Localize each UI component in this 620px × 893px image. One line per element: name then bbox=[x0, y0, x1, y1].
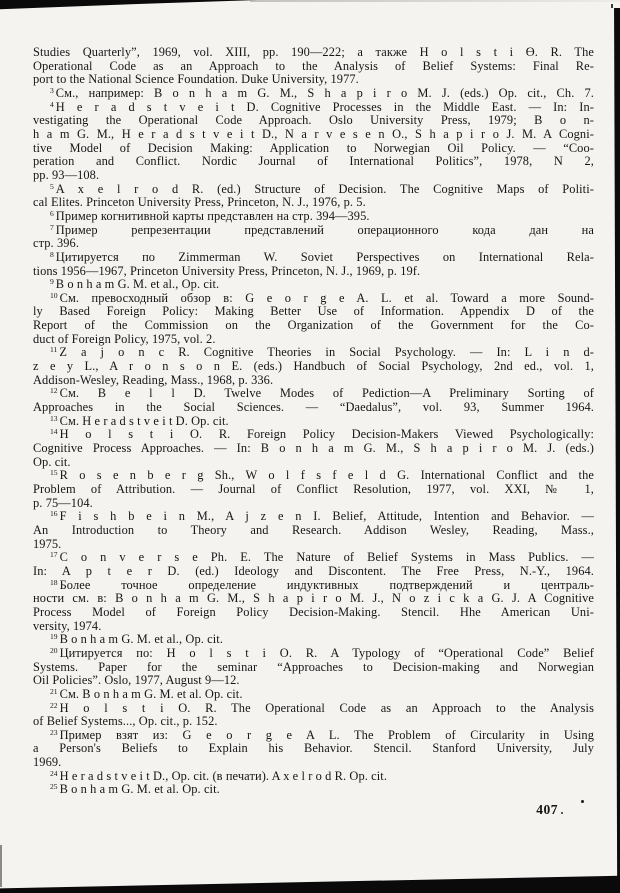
text-line: $^{14}$ H o l s t i O. R. Foreign Policy Decision-Makers Viewed Psychologically: bbox=[50, 427, 594, 442]
text-line: h a m G. M., H e r a d s t v e i t D., N a r v e s e n O., S h a p i r o J. M. A Cogni- bbox=[33, 126, 594, 141]
text-line: Systems. Paper for the seminar “Approaches to Decision-making and Norwegian bbox=[33, 659, 594, 674]
text-line: Cognitive Process Approaches. — In: B o n h a m G. M., S h a p i r o M. J. (eds.) bbox=[33, 441, 594, 456]
text-line: $^{20}$ Цитируется по: H o l s t i O. R. A Typology of “Operational Code” Belief bbox=[50, 645, 594, 660]
text-line: Op. cit. bbox=[33, 454, 71, 469]
text-line: Process Model of Foreign Policy Decision-Making. Stencil. Hhe American Uni- bbox=[33, 604, 594, 619]
footnote-marker: 11 bbox=[50, 345, 58, 355]
footnote-marker: 13 bbox=[50, 413, 58, 423]
text-line: 1969. bbox=[33, 755, 62, 770]
text-line: z e y L., A r o n s o n E. (eds.) Handbuch of Social Psychology, 2nd ed., vol. 1, bbox=[33, 359, 594, 374]
text-line: $^3$ См., например: B o n h a m G. M., S h a p i r o M. J. (eds.) Op. cit., Ch. 7. bbox=[50, 85, 594, 100]
text-line: p. 75—104. bbox=[33, 495, 93, 510]
footnote-marker: 9 bbox=[50, 277, 54, 287]
text-line: tions 1956—1967, Princeton University Press, Princeton, N. J., 1969, p. 19f. bbox=[33, 263, 421, 278]
text-line: $^{16}$ F i s h b e i n M., A j z e n I. Belief, Attitude, Intention and Behavior. — bbox=[50, 509, 594, 524]
text-line: $^{22}$ H o l s t i O. R. The Operational Code as an Approach to the Analysis bbox=[50, 700, 594, 715]
text-line: $^8$ Цитируется по Zimmerman W. Soviet Perspectives on International Rela- bbox=[50, 249, 594, 264]
footnote-marker: 24 bbox=[50, 768, 58, 778]
text-line: port to the National Science Foundation. Duke University, 1977. bbox=[33, 72, 359, 87]
text-line: $^{21}$ См. B o n h a m G. M. et al. Op. cit. bbox=[50, 686, 243, 701]
footnote-marker: 19 bbox=[50, 632, 58, 642]
text-line: $^6$ Пример когнитивной карты представлен на стр. 394—395. bbox=[50, 208, 370, 223]
text-line: $^7$ Пример репрезентации представлений операционного кода дан на bbox=[50, 222, 594, 237]
footnote-marker: 5 bbox=[50, 181, 54, 191]
footnote-marker: 8 bbox=[50, 249, 54, 259]
text-line: peration and Conflict. Nordic Journal of International Politics”, 1978, N 2, bbox=[33, 154, 594, 169]
footnotes-text-block bbox=[33, 46, 594, 797]
footnote-marker: 25 bbox=[50, 782, 58, 792]
footnote-marker: 18 bbox=[50, 577, 58, 587]
text-line: cal Elites. Princeton University Press, Princeton, N. J., 1976, p. 5. bbox=[33, 195, 366, 210]
text-line: $^5$ A x e l r o d R. (ed.) Structure of Decision. The Cognitive Maps of Politi- bbox=[50, 181, 594, 196]
footnote-marker: 22 bbox=[50, 700, 58, 710]
text-line: $^{12}$ См. B e l l D. Twelve Modes of Pediction—A Preliminary Sorting of bbox=[50, 386, 594, 401]
text-line: $^{23}$ Пример взят из: G e o r g e A L. The Problem of Circularity in Using bbox=[50, 727, 594, 742]
text-line: Oil Policies”. Oslo, 1977, August 9—12. bbox=[33, 673, 240, 688]
footnote-marker: 15 bbox=[50, 468, 58, 478]
scan-artifact-tick bbox=[611, 4, 613, 8]
footnote-marker: 4 bbox=[50, 99, 54, 109]
footnote-marker: 12 bbox=[50, 386, 58, 396]
footnote-marker: 14 bbox=[50, 427, 58, 437]
text-line: tive Model of Decision Making: Application to Norwegian Oil Policy. — “Coo- bbox=[33, 140, 594, 155]
text-line: ности см. в: B o n h a m G. M., S h a p i r o M. J., N o z i c k a G. J. A Cognitive bbox=[33, 591, 594, 606]
footnote-marker: 21 bbox=[50, 686, 58, 696]
page-number: 407 bbox=[536, 802, 558, 817]
footnote-marker: 7 bbox=[50, 222, 54, 232]
text-line: ly Based Foreign Policy: Making Better Use of Information. Appendix D of the bbox=[33, 304, 594, 319]
text-line: pp. 93—108. bbox=[33, 167, 100, 182]
text-line: Studies Quarterly”, 1969, vol. XIII, pp. 190—222; а также H o l s t i Ө. R. The bbox=[33, 45, 594, 59]
text-line: $^9$ B o n h a m G. M. et al., Op. cit. bbox=[50, 277, 220, 292]
scan-artifact-dot bbox=[561, 812, 563, 814]
text-line: стр. 396. bbox=[33, 236, 80, 251]
text-line: 1975. bbox=[33, 536, 62, 551]
footnote-marker: 17 bbox=[50, 550, 58, 560]
text-line: $^{18}$ Более точное определение индуктивных подтверждений и централь- bbox=[50, 577, 594, 592]
text-line: Approaches in the Social Sciences. — “Daedalus”, vol. 93, Summer 1964. bbox=[33, 400, 594, 415]
scan-artifact-right-band bbox=[613, 8, 620, 893]
text-line: $^{25}$ B o n h a m G. M. et al. Op. cit. bbox=[50, 782, 220, 797]
text-line: Problem of Attribution. — Journal of Conflict Resolution, 1977, vol. XXI, № 1, bbox=[33, 482, 594, 496]
text-line: An Introduction to Theory and Research. Addison Wesley, Reading, Mass., bbox=[33, 522, 594, 537]
text-line: Operational Code as an Approach to the Analysis of Belief Systems: Final Re- bbox=[33, 58, 594, 73]
text-line: $^{11}$ Z a j o n c R. Cognitive Theories in Social Psychology. — In: L i n d- bbox=[50, 345, 594, 360]
footnote-marker: 20 bbox=[50, 645, 58, 655]
text-line: $^4$ H e r a d s t v e i t D. Cognitive Processes in the Middle East. — In: In- bbox=[50, 99, 594, 114]
footnote-marker: 10 bbox=[50, 290, 58, 300]
text-line: of Belief Systems..., Op. cit., p. 152. bbox=[33, 714, 218, 729]
text-line: a Person's Beliefs to Explain his Behavior. Stencil. Stanford University, July bbox=[33, 741, 594, 756]
text-line: Report of the Commission on the Organization of the Government for the Co- bbox=[33, 318, 594, 333]
footnote-marker: 23 bbox=[50, 727, 58, 737]
footnote-marker: 6 bbox=[50, 208, 54, 218]
text-line: vestigating the Operational Code Approach. Oslo University Press, 1979; B o n- bbox=[33, 113, 594, 128]
scan-artifact-top-wedge bbox=[0, 0, 258, 10]
scan-artifact-bottom-wedge bbox=[0, 875, 620, 893]
text-line: $^{24}$ H e r a d s t v e i t D., Op. cit. (в печати). A x e l r o d R. Op. cit. bbox=[50, 768, 388, 783]
text-line: $^{17}$ C o n v e r s e Ph. E. The Nature of Belief Systems in Mass Publics. — bbox=[50, 550, 594, 565]
scan-artifact-left-line bbox=[0, 845, 2, 887]
text-line: Addison-Wesley, Reading, Mass., 1968, p. 336. bbox=[33, 372, 274, 387]
text-line: $^{10}$ См. превосходный обзор в: G e o r g e A. L. et al. Toward a more Sound- bbox=[50, 290, 594, 305]
scan-artifact-top-haze bbox=[250, 0, 620, 2]
text-line: $^{13}$ См. H e r a d s t v e i t D. Op. cit. bbox=[50, 413, 229, 428]
text-line: $^{19}$ B o n h a m G. M. et al., Op. cit. bbox=[50, 632, 224, 647]
text-line: In: A p t e r D. (ed.) Ideology and Discontent. The Free Press, N.-Y., 1964. bbox=[33, 563, 594, 578]
text-line: versity, 1974. bbox=[33, 618, 102, 633]
footnote-marker: 16 bbox=[50, 509, 58, 519]
footnote-marker: 3 bbox=[50, 85, 54, 95]
text-line: $^{15}$ R o s e n b e r g Sh., W o l f s f e l d G. International Conflict and the bbox=[50, 468, 594, 483]
text-line: duct of Foreign Policy, 1975, vol. 2. bbox=[33, 331, 216, 346]
scan-artifact-dot bbox=[581, 800, 584, 803]
